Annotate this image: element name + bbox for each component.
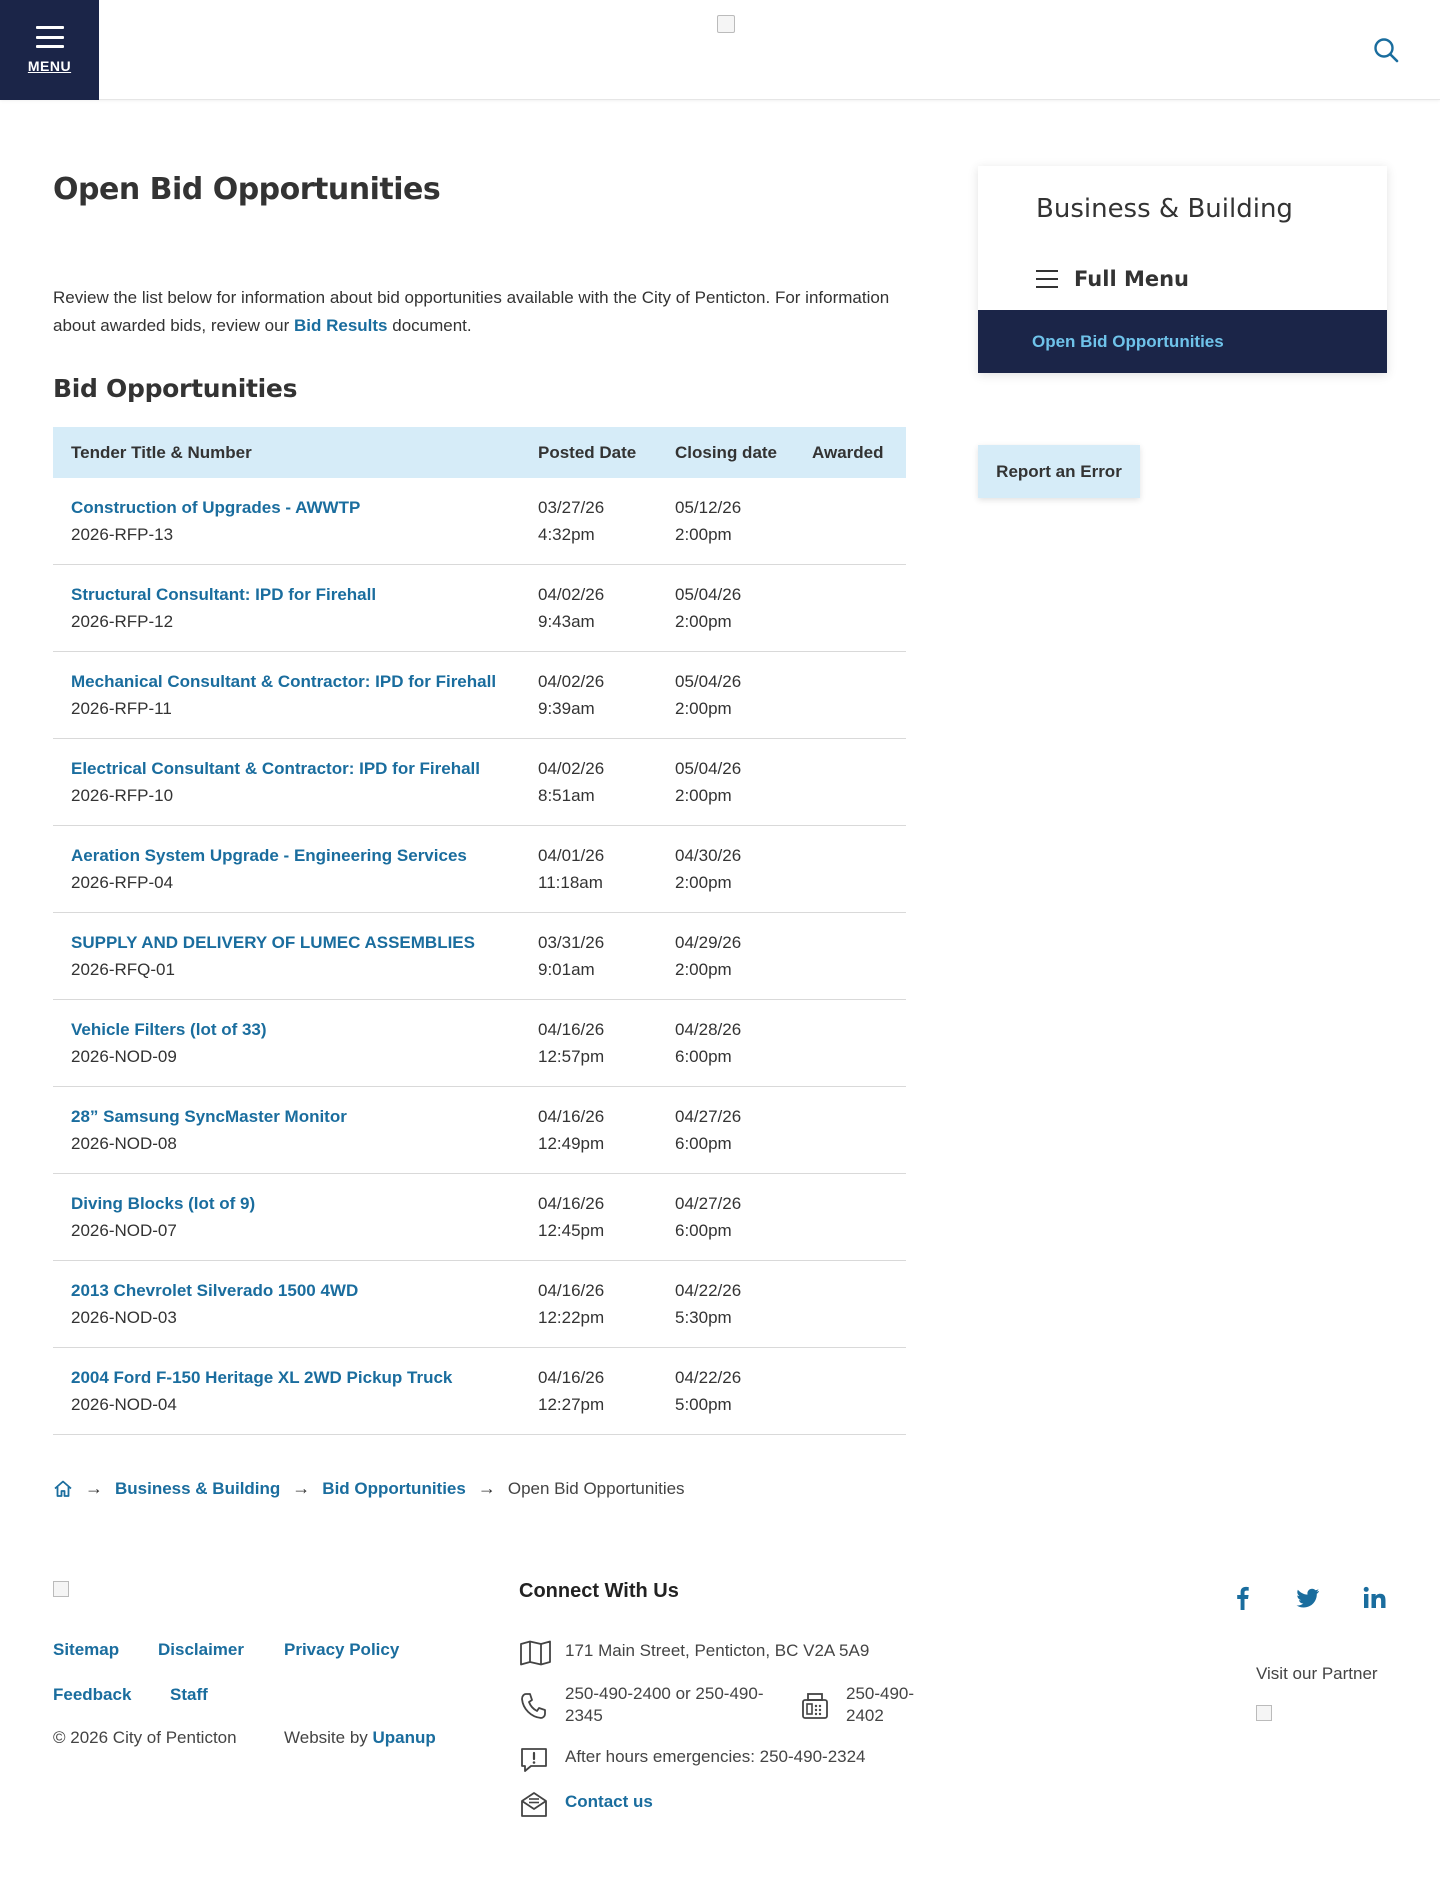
table-row xyxy=(53,826,906,913)
tender-cell xyxy=(53,1087,520,1174)
emergency-row xyxy=(519,1746,866,1774)
tender-title-link[interactable]: Aeration System Upgrade - Engineering Services xyxy=(71,846,467,865)
awarded-cell xyxy=(794,1261,906,1348)
intro-suffix: document. xyxy=(387,316,472,335)
closing-date: 05/12/26 xyxy=(675,498,742,517)
arrow-right-icon: → xyxy=(292,1478,311,1498)
posted-date: 04/02/26 xyxy=(538,672,605,691)
hamburger-icon xyxy=(1036,270,1058,288)
facebook-icon[interactable] xyxy=(1230,1585,1256,1611)
posted-cell xyxy=(520,478,657,565)
footer-link-sitemap[interactable]: Sitemap xyxy=(53,1640,120,1659)
tender-title-link[interactable]: Construction of Upgrades - AWWTP xyxy=(71,498,361,517)
column-header: Awarded xyxy=(812,442,884,462)
menu-label: MENU xyxy=(27,58,72,74)
sidebar-nav xyxy=(978,166,1387,373)
tender-number: 2026-NOD-04 xyxy=(71,1395,177,1414)
awarded-cell xyxy=(794,1348,906,1435)
tender-cell xyxy=(53,913,520,1000)
tender-number: 2026-RFQ-01 xyxy=(71,960,175,979)
bid-results-link[interactable]: Bid Results xyxy=(293,316,388,335)
posted-cell xyxy=(520,1261,657,1348)
column-header: Tender Title & Number xyxy=(71,442,252,462)
closing-time: 6:00pm xyxy=(675,1134,732,1153)
posted-date: 04/16/26 xyxy=(538,1368,605,1387)
site-header xyxy=(0,0,1440,100)
posted-time: 8:51am xyxy=(538,786,595,805)
twitter-icon[interactable] xyxy=(1295,1585,1321,1611)
partner-logo[interactable] xyxy=(1256,1705,1272,1721)
tender-number: 2026-RFP-11 xyxy=(71,699,172,718)
emergency-text: After hours emergencies: 250-490-2324 xyxy=(565,1747,866,1766)
tender-cell xyxy=(53,565,520,652)
sidebar-section-title: Business & Building xyxy=(1036,194,1293,224)
tender-number: 2026-RFP-13 xyxy=(71,525,174,544)
phone-text: 250-490-2400 or 250-490-2345 xyxy=(565,1684,764,1725)
closing-cell xyxy=(657,826,794,913)
closing-date: 05/04/26 xyxy=(675,759,742,778)
table-row xyxy=(53,1261,906,1348)
intro-text: Review the list below for information about bid opportunities available with the City of Penticton. For information about awarded bids, review our xyxy=(53,288,890,335)
closing-date: 05/04/26 xyxy=(675,585,742,604)
tender-title-link[interactable]: Vehicle Filters (lot of 33) xyxy=(71,1020,267,1039)
closing-date: 04/27/26 xyxy=(675,1194,742,1213)
posted-time: 12:45pm xyxy=(538,1221,605,1240)
tender-title-link[interactable]: Structural Consultant: IPD for Firehall xyxy=(71,585,377,604)
closing-time: 5:30pm xyxy=(675,1308,732,1327)
awarded-cell xyxy=(794,478,906,565)
breadcrumb-item[interactable]: Bid Opportunities xyxy=(322,1478,466,1498)
footer-link-staff[interactable]: Staff xyxy=(170,1685,208,1704)
tender-cell xyxy=(53,1174,520,1261)
phone-row xyxy=(519,1683,779,1727)
closing-cell xyxy=(657,478,794,565)
tender-title-link[interactable]: 2004 Ford F-150 Heritage XL 2WD Pickup Truck xyxy=(71,1368,453,1387)
tender-number: 2026-NOD-08 xyxy=(71,1134,177,1153)
tender-title-link[interactable]: SUPPLY AND DELIVERY OF LUMEC ASSEMBLIES xyxy=(71,933,475,952)
posted-date: 04/16/26 xyxy=(538,1194,605,1213)
address-row xyxy=(519,1640,869,1668)
tender-cell xyxy=(53,1261,520,1348)
posted-date: 04/16/26 xyxy=(538,1281,605,1300)
phone-icon xyxy=(519,1691,553,1719)
closing-time: 2:00pm xyxy=(675,699,732,718)
closing-date: 04/22/26 xyxy=(675,1368,742,1387)
closing-time: 6:00pm xyxy=(675,1221,732,1240)
fax-text: 250-490-2402 xyxy=(846,1684,915,1725)
table-row xyxy=(53,1087,906,1174)
tender-title-link[interactable]: Diving Blocks (lot of 9) xyxy=(71,1194,256,1213)
page-title: Open Bid Opportunities xyxy=(53,172,441,207)
closing-cell xyxy=(657,1087,794,1174)
table-row xyxy=(53,652,906,739)
tender-number: 2026-RFP-04 xyxy=(71,873,174,892)
posted-cell xyxy=(520,1087,657,1174)
awarded-cell xyxy=(794,652,906,739)
table-row xyxy=(53,913,906,1000)
fax-icon xyxy=(800,1691,834,1719)
closing-date: 04/30/26 xyxy=(675,846,742,865)
home-icon[interactable] xyxy=(53,1479,73,1499)
table-row xyxy=(53,1348,906,1435)
contact-row xyxy=(519,1791,653,1819)
tender-cell xyxy=(53,826,520,913)
closing-cell xyxy=(657,739,794,826)
mail-icon xyxy=(519,1791,553,1819)
tender-title-link[interactable]: Mechanical Consultant & Contractor: IPD for Firehall xyxy=(71,672,497,691)
awarded-cell xyxy=(794,565,906,652)
closing-cell xyxy=(657,1174,794,1261)
footer-logo[interactable] xyxy=(53,1581,69,1597)
closing-date: 04/27/26 xyxy=(675,1107,742,1126)
posted-time: 12:57pm xyxy=(538,1047,605,1066)
footer-link-feedback[interactable]: Feedback xyxy=(53,1685,132,1704)
sidebar-item-label[interactable]: Open Bid Opportunities xyxy=(1032,331,1224,351)
sidebar-item-open-bid-opportunities[interactable] xyxy=(978,310,1387,373)
alert-message-icon xyxy=(519,1746,553,1774)
closing-cell xyxy=(657,1261,794,1348)
full-menu-button[interactable] xyxy=(978,248,1387,310)
closing-time: 2:00pm xyxy=(675,612,732,631)
closing-date: 04/29/26 xyxy=(675,933,742,952)
posted-time: 12:22pm xyxy=(538,1308,605,1327)
closing-cell xyxy=(657,913,794,1000)
tender-title-link[interactable]: 2013 Chevrolet Silverado 1500 4WD xyxy=(71,1281,359,1300)
tender-cell xyxy=(53,478,520,565)
closing-date: 05/04/26 xyxy=(675,672,742,691)
tender-title-link[interactable]: 28” Samsung SyncMaster Monitor xyxy=(71,1107,347,1126)
posted-date: 04/16/26 xyxy=(538,1107,605,1126)
closing-cell xyxy=(657,1348,794,1435)
closing-cell xyxy=(657,652,794,739)
awarded-cell xyxy=(794,1000,906,1087)
posted-date: 03/27/26 xyxy=(538,498,605,517)
posted-cell xyxy=(520,1000,657,1087)
table-row xyxy=(53,739,906,826)
tender-number: 2026-NOD-03 xyxy=(71,1308,177,1327)
website-by-prefix: Website by xyxy=(284,1728,373,1747)
copyright: © 2026 City of Penticton xyxy=(53,1728,237,1747)
tender-cell xyxy=(53,739,520,826)
tender-number: 2026-RFP-10 xyxy=(71,786,174,805)
breadcrumb-current: Open Bid Opportunities xyxy=(507,1478,685,1498)
posted-time: 4:32pm xyxy=(538,525,595,544)
search-icon[interactable] xyxy=(1372,36,1400,64)
report-error-button[interactable]: Report an Error xyxy=(978,445,1140,498)
posted-date: 04/02/26 xyxy=(538,759,605,778)
awarded-cell xyxy=(794,739,906,826)
table-header-row xyxy=(53,427,906,478)
posted-cell xyxy=(520,826,657,913)
column-header: Closing date xyxy=(675,442,778,462)
footer-link-privacy[interactable]: Privacy Policy xyxy=(284,1640,400,1659)
upanup-link[interactable]: Upanup xyxy=(372,1728,436,1747)
posted-time: 11:18am xyxy=(538,873,603,892)
closing-time: 5:00pm xyxy=(675,1395,732,1414)
awarded-cell xyxy=(794,826,906,913)
table-row xyxy=(53,565,906,652)
menu-button[interactable] xyxy=(0,0,99,100)
closing-date: 04/28/26 xyxy=(675,1020,742,1039)
closing-time: 2:00pm xyxy=(675,525,732,544)
posted-cell xyxy=(520,739,657,826)
tender-number: 2026-NOD-09 xyxy=(71,1047,177,1066)
posted-cell xyxy=(520,1174,657,1261)
table-row xyxy=(53,1174,906,1261)
posted-cell xyxy=(520,1348,657,1435)
posted-cell xyxy=(520,913,657,1000)
table-row xyxy=(53,478,906,565)
posted-time: 9:39am xyxy=(538,699,595,718)
tender-cell xyxy=(53,1348,520,1435)
website-by xyxy=(284,1728,436,1748)
closing-cell xyxy=(657,565,794,652)
breadcrumb-item[interactable]: Business & Building xyxy=(115,1478,281,1498)
arrow-right-icon: → xyxy=(85,1478,103,1498)
posted-date: 03/31/26 xyxy=(538,933,605,952)
tender-cell xyxy=(53,652,520,739)
posted-date: 04/16/26 xyxy=(538,1020,605,1039)
posted-time: 12:49pm xyxy=(538,1134,605,1153)
intro-paragraph xyxy=(53,284,893,340)
tender-number: 2026-NOD-07 xyxy=(71,1221,177,1240)
fax-row xyxy=(800,1683,940,1727)
posted-time: 9:01am xyxy=(538,960,595,979)
tender-title-link[interactable]: Electrical Consultant & Contractor: IPD for Firehall xyxy=(71,759,481,778)
posted-time: 9:43am xyxy=(538,612,595,631)
awarded-cell xyxy=(794,913,906,1000)
section-title: Bid Opportunities xyxy=(53,374,298,403)
tender-cell xyxy=(53,1000,520,1087)
posted-cell xyxy=(520,565,657,652)
partner-label: Visit our Partner xyxy=(1256,1664,1378,1683)
tender-number: 2026-RFP-12 xyxy=(71,612,174,631)
posted-cell xyxy=(520,652,657,739)
hamburger-icon xyxy=(36,26,64,48)
linkedin-icon[interactable] xyxy=(1362,1585,1388,1611)
closing-cell xyxy=(657,1000,794,1087)
awarded-cell xyxy=(794,1174,906,1261)
site-logo[interactable] xyxy=(717,15,735,33)
address-text: 171 Main Street, Penticton, BC V2A 5A9 xyxy=(565,1641,870,1660)
bid-table xyxy=(53,427,906,1435)
posted-time: 12:27pm xyxy=(538,1395,605,1414)
closing-time: 2:00pm xyxy=(675,873,732,892)
contact-us-link[interactable]: Contact us xyxy=(565,1792,653,1811)
closing-time: 2:00pm xyxy=(675,960,732,979)
posted-date: 04/01/26 xyxy=(538,846,605,865)
map-icon xyxy=(519,1640,553,1668)
closing-date: 04/22/26 xyxy=(675,1281,742,1300)
full-menu-label: Full Menu xyxy=(1074,267,1189,291)
closing-time: 2:00pm xyxy=(675,786,732,805)
connect-title: Connect With Us xyxy=(519,1580,679,1602)
awarded-cell xyxy=(794,1087,906,1174)
footer-link-disclaimer[interactable]: Disclaimer xyxy=(158,1640,244,1659)
column-header: Posted Date xyxy=(538,442,637,462)
breadcrumb xyxy=(53,1478,685,1499)
arrow-right-icon: → xyxy=(477,1478,496,1498)
table-row xyxy=(53,1000,906,1087)
posted-date: 04/02/26 xyxy=(538,585,605,604)
closing-time: 6:00pm xyxy=(675,1047,732,1066)
